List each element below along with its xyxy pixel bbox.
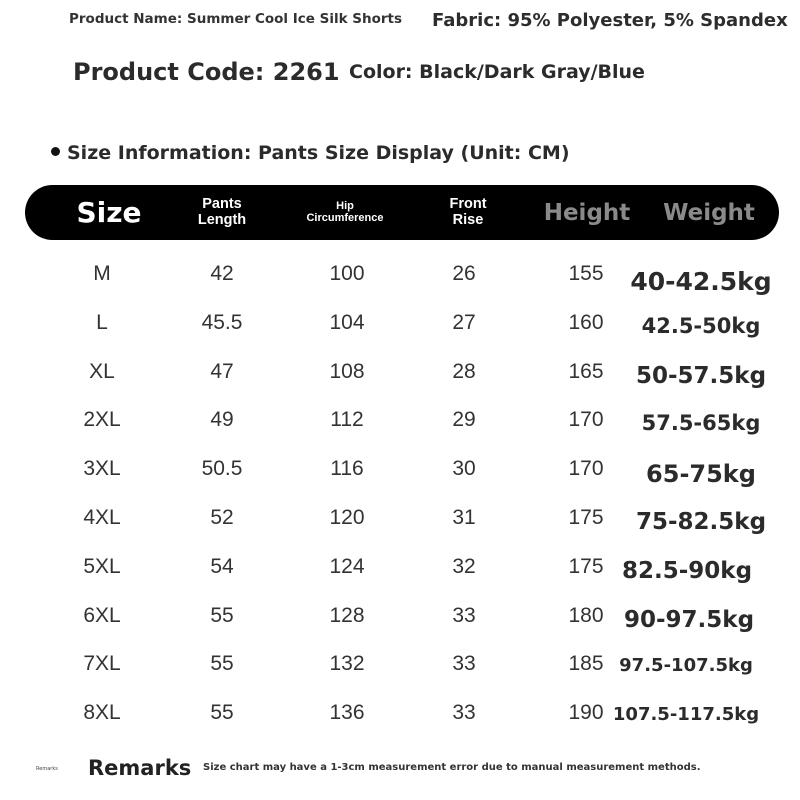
cell-pants-length: 45.5	[201, 310, 243, 334]
col-pants-length-header	[198, 185, 246, 240]
cell-front-rise: 29	[452, 408, 476, 432]
cell-weight: 90-97.5kg	[623, 606, 755, 633]
table-row	[0, 555, 800, 604]
cell-pants-length: 55	[210, 652, 234, 676]
cell-hip: 132	[329, 652, 365, 676]
table-row	[0, 652, 800, 701]
cell-height: 170	[568, 457, 604, 481]
cell-weight: 107.5-117.5kg	[612, 704, 760, 726]
cell-size: L	[96, 310, 108, 334]
cell-front-rise: 31	[452, 506, 476, 529]
remarks-note: Size chart may have a 1-3cm measurement error due to manual measurement methods.	[203, 762, 701, 773]
cell-weight: 75-82.5kg	[635, 509, 767, 535]
col-hip-header	[306, 185, 383, 240]
cell-weight: 82.5-90kg	[621, 557, 753, 584]
cell-pants-length: 55	[210, 603, 234, 627]
cell-front-rise: 26	[452, 262, 476, 285]
cell-pants-length: 54	[210, 554, 234, 578]
cell-hip: 116	[330, 457, 364, 481]
table-row	[0, 262, 800, 311]
col-front-rise-line2: Rise	[452, 211, 484, 228]
table-row	[0, 604, 800, 653]
cell-size: 8XL	[83, 701, 121, 725]
table-row	[0, 701, 800, 750]
cell-hip: 120	[329, 506, 365, 529]
cell-size: 2XL	[83, 408, 121, 432]
col-weight-header	[663, 185, 755, 240]
cell-size: M	[93, 262, 111, 285]
col-size-header	[76, 185, 141, 240]
col-pants-length-line2: Length	[197, 211, 247, 228]
cell-hip: 124	[329, 554, 365, 578]
cell-height: 165	[568, 359, 604, 383]
col-front-rise-header	[449, 185, 486, 240]
cell-front-rise: 32	[452, 554, 476, 578]
cell-front-rise: 33	[452, 603, 476, 627]
cell-weight: 65-75kg	[646, 460, 756, 489]
cell-pants-length: 50.5	[201, 457, 243, 481]
cell-hip: 112	[330, 408, 364, 432]
remarks-tiny-label: Remarks	[36, 766, 58, 772]
col-hip-line2: Circumference	[306, 211, 384, 224]
cell-front-rise: 33	[452, 701, 476, 725]
cell-hip: 128	[329, 603, 365, 627]
cell-pants-length: 55	[210, 701, 234, 725]
cell-height: 170	[568, 408, 604, 432]
cell-size: XL	[89, 359, 115, 383]
fabric-info: Fabric: 95% Polyester, 5% Spandex	[432, 10, 788, 31]
table-row	[0, 457, 800, 506]
cell-size: 6XL	[83, 603, 121, 627]
cell-size: 5XL	[83, 554, 121, 578]
col-height-header	[544, 185, 631, 240]
cell-hip: 100	[329, 262, 365, 285]
cell-front-rise: 33	[452, 652, 476, 676]
cell-height: 175	[568, 506, 604, 529]
cell-height: 185	[568, 652, 604, 676]
product-name: Product Name: Summer Cool Ice Silk Shorts	[69, 11, 403, 27]
table-row	[0, 311, 800, 360]
cell-size: 7XL	[83, 652, 121, 676]
product-code: Product Code: 2261	[73, 58, 340, 86]
cell-weight: 40-42.5kg	[630, 267, 772, 296]
cell-height: 190	[568, 701, 604, 725]
cell-size: 3XL	[83, 457, 121, 481]
cell-hip: 108	[329, 359, 365, 383]
bullet-icon	[51, 147, 60, 156]
cell-front-rise: 28	[452, 359, 476, 383]
table-row	[0, 360, 800, 409]
cell-height: 180	[568, 603, 604, 627]
cell-height: 160	[568, 310, 604, 334]
section-title: Size Information: Pants Size Display (Unit: CM)	[67, 142, 570, 164]
remarks-label: Remarks	[88, 756, 192, 780]
cell-front-rise: 30	[452, 457, 476, 481]
col-hip-line1: Hip	[336, 199, 354, 212]
col-weight-label: Weight	[663, 199, 755, 226]
cell-front-rise: 27	[452, 310, 476, 334]
cell-weight: 97.5-107.5kg	[619, 655, 753, 677]
cell-pants-length: 52	[210, 506, 234, 529]
table-header	[25, 185, 779, 240]
cell-hip: 104	[329, 310, 365, 334]
cell-pants-length: 49	[210, 408, 234, 432]
col-size-label: Size	[76, 196, 142, 229]
cell-height: 155	[568, 262, 604, 285]
col-front-rise-line1: Front	[449, 196, 487, 213]
cell-size: 4XL	[83, 506, 121, 529]
cell-pants-length: 42	[210, 262, 234, 285]
cell-height: 175	[568, 554, 604, 578]
color-info: Color: Black/Dark Gray/Blue	[349, 61, 645, 83]
table-row	[0, 408, 800, 457]
col-pants-length-line1: Pants	[202, 196, 242, 213]
cell-weight: 50-57.5kg	[635, 362, 767, 389]
table-row	[0, 506, 800, 555]
cell-hip: 136	[329, 701, 365, 725]
cell-weight: 57.5-65kg	[641, 411, 761, 436]
col-height-label: Height	[543, 199, 631, 226]
cell-pants-length: 47	[210, 359, 234, 383]
cell-weight: 42.5-50kg	[641, 313, 761, 338]
